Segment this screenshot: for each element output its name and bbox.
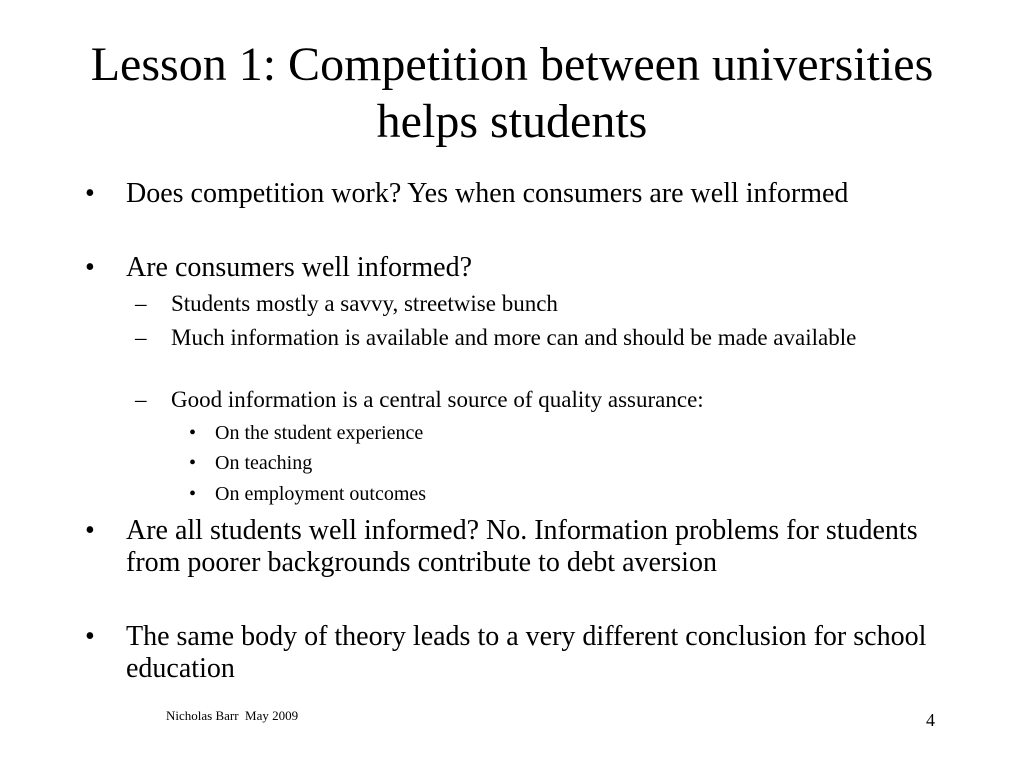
- list-item: [85, 252, 955, 284]
- list-item: [189, 421, 889, 445]
- list-item-text: Students mostly a savvy, streetwise bunch: [171, 291, 558, 316]
- page-number: 4: [926, 710, 935, 730]
- dash-icon: –: [135, 387, 147, 412]
- list-item-text: On employment outcomes: [215, 483, 427, 505]
- bullet-icon: •: [189, 452, 197, 474]
- bullet-icon: •: [85, 515, 95, 546]
- list-item-text: Much information is available and more can and should be made available: [171, 325, 857, 350]
- slide-title: Lesson 1: Competition between universities helps students: [90, 38, 934, 148]
- bullet-icon: •: [85, 252, 95, 283]
- bullet-icon: •: [85, 621, 95, 652]
- list-item-text: Are all students well informed? No. Information problems for students from poorer backgrounds contribute to debt aversion: [126, 515, 918, 578]
- list-item: [135, 291, 935, 317]
- list-item-text: Are consumers well informed?: [126, 252, 472, 283]
- list-item: [85, 178, 955, 210]
- dash-icon: –: [135, 291, 147, 316]
- list-item-text: Good information is a central source of quality assurance:: [171, 387, 704, 412]
- bullet-icon: •: [85, 178, 95, 209]
- list-item: [85, 515, 955, 579]
- bullet-icon: •: [189, 483, 197, 505]
- list-item: [135, 387, 935, 413]
- list-item-text: On teaching: [215, 452, 313, 474]
- bullet-icon: •: [189, 422, 197, 444]
- list-item-text: Does competition work? Yes when consumers are well informed: [126, 178, 849, 209]
- list-item-text: The same body of theory leads to a very different conclusion for school education: [126, 621, 927, 684]
- list-item: [189, 451, 889, 475]
- dash-icon: –: [135, 325, 147, 350]
- list-item-text: On the student experience: [215, 422, 424, 444]
- list-item: [189, 482, 889, 506]
- footer-author-date: Nicholas Barr May 2009: [166, 708, 299, 723]
- list-item: [85, 621, 955, 685]
- list-item: [135, 325, 935, 351]
